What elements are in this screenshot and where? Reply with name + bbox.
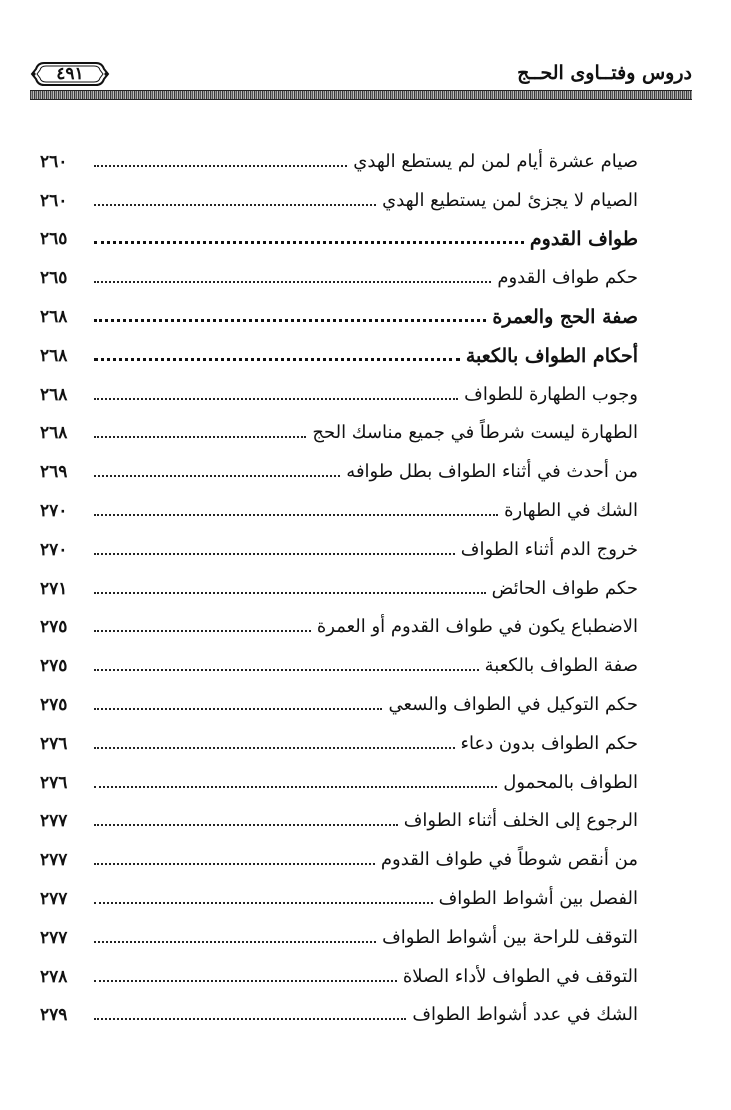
entry-title: صيام عشرة أيام لمن لم يستطع الهدي	[353, 150, 638, 172]
entry-title: الطواف بالمحمول	[503, 771, 638, 793]
entry-title: التوقف للراحة بين أشواط الطواف	[382, 926, 638, 948]
entry-page-number: ٢٧٦	[40, 733, 68, 754]
toc-entry[interactable]	[40, 639, 638, 678]
entry-title: صفة الطواف بالكعبة	[484, 655, 638, 677]
entry-page-number: ٢٦٨	[40, 306, 68, 327]
entry-title: حكم التوكيل في الطواف والسعي	[388, 693, 638, 715]
dot-leader	[94, 165, 347, 167]
entry-title: خروج الدم أثناء الطواف	[460, 538, 638, 560]
entry-page-number: ٢٧١	[40, 578, 68, 599]
dot-leader	[94, 592, 486, 594]
entry-page-number: ٢٧٧	[40, 888, 68, 909]
toc-entry[interactable]	[40, 484, 638, 523]
entry-title: حكم الطواف بدون دعاء	[460, 732, 638, 754]
entry-page-number: ٢٦٨	[40, 345, 68, 366]
entry-title: الطهارة ليست شرطاً في جميع مناسك الحج	[312, 422, 638, 444]
toc-entry[interactable]	[40, 368, 638, 407]
toc-section-heading[interactable]	[40, 329, 638, 368]
entry-page-number: ٢٧٦	[40, 772, 68, 793]
dot-leader	[94, 824, 398, 826]
page-header	[30, 58, 692, 88]
toc-entry[interactable]	[40, 251, 638, 290]
dot-leader	[94, 204, 376, 206]
entry-page-number: ٢٧٨	[40, 966, 68, 987]
entry-page-number: ٢٧٩	[40, 1005, 68, 1026]
entry-page-number: ٢٧٥	[40, 617, 68, 638]
running-title: دروس وفتــاوى الحــج	[517, 62, 692, 84]
toc-entry[interactable]	[40, 445, 638, 484]
entry-title: الشك في عدد أشواط الطواف	[412, 1004, 638, 1026]
toc-entry[interactable]	[40, 872, 638, 911]
dot-leader	[94, 902, 433, 904]
toc-entry[interactable]	[40, 833, 638, 872]
dot-leader	[94, 669, 479, 671]
entry-title: الاضطباع يكون في طواف القدوم أو العمرة	[316, 616, 638, 638]
dot-leader	[94, 630, 311, 632]
dot-leader	[94, 319, 486, 322]
dot-leader	[94, 281, 491, 283]
entry-title: أحكام الطواف بالكعبة	[465, 344, 638, 367]
dot-leader	[94, 436, 306, 438]
toc-entry[interactable]	[40, 989, 638, 1028]
header-rule	[30, 90, 692, 100]
toc-entry[interactable]	[40, 601, 638, 640]
entry-page-number: ٢٧٥	[40, 656, 68, 677]
toc-entry[interactable]	[40, 795, 638, 834]
entry-page-number: ٢٦٥	[40, 268, 68, 289]
dot-leader	[94, 941, 376, 943]
entry-title: الشك في الطهارة	[504, 499, 638, 521]
dot-leader	[94, 475, 340, 477]
toc-entry[interactable]	[40, 174, 638, 213]
entry-page-number: ٢٧٠	[40, 539, 68, 560]
entry-title: صفة الحج والعمرة	[492, 305, 638, 328]
entry-title: حكم طواف الحائض	[491, 577, 638, 599]
entry-title: الفصل بين أشواط الطواف	[438, 887, 638, 909]
entry-page-number: ٢٧٧	[40, 811, 68, 832]
toc-section-heading[interactable]	[40, 213, 638, 252]
dot-leader	[94, 1018, 406, 1020]
dot-leader	[94, 241, 524, 244]
dot-leader	[94, 863, 375, 865]
toc-entry[interactable]	[40, 950, 638, 989]
entry-title: من أحدث في أثناء الطواف بطل طوافه	[346, 461, 638, 483]
toc-entry[interactable]	[40, 407, 638, 446]
dot-leader	[94, 514, 498, 516]
dot-leader	[94, 553, 455, 555]
entry-page-number: ٢٦٥	[40, 229, 68, 250]
toc-entry[interactable]	[40, 562, 638, 601]
entry-page-number: ٢٦٩	[40, 462, 68, 483]
toc-entry[interactable]	[40, 717, 638, 756]
entry-page-number: ٢٦٠	[40, 151, 68, 172]
page-number-ornament	[30, 60, 110, 88]
entry-page-number: ٢٦٠	[40, 190, 68, 211]
entry-title: الرجوع إلى الخلف أثناء الطواف	[403, 810, 638, 832]
entry-title: التوقف في الطواف لأداء الصلاة	[402, 965, 638, 987]
table-of-contents	[40, 135, 638, 1027]
dot-leader	[94, 398, 458, 400]
dot-leader	[94, 980, 397, 982]
toc-entry[interactable]	[40, 135, 638, 174]
dot-leader	[94, 358, 460, 361]
entry-title: الصيام لا يجزئ لمن يستطيع الهدي	[382, 189, 638, 211]
toc-entry[interactable]	[40, 911, 638, 950]
toc-entry[interactable]	[40, 756, 638, 795]
entry-page-number: ٢٧٧	[40, 927, 68, 948]
dot-leader	[94, 747, 455, 749]
entry-page-number: ٢٦٨	[40, 423, 68, 444]
entry-title: طواف القدوم	[529, 228, 638, 251]
dot-leader	[94, 708, 382, 710]
entry-page-number: ٢٧٧	[40, 850, 68, 871]
toc-entry[interactable]	[40, 523, 638, 562]
toc-section-heading[interactable]	[40, 290, 638, 329]
entry-page-number: ٢٦٨	[40, 384, 68, 405]
entry-page-number: ٢٧٠	[40, 500, 68, 521]
toc-entry[interactable]	[40, 678, 638, 717]
entry-title: حكم طواف القدوم	[497, 267, 638, 289]
page-number: ٤٩١	[56, 64, 84, 84]
entry-title: وجوب الطهارة للطواف	[464, 383, 638, 405]
dot-leader	[94, 786, 497, 788]
entry-title: من أنقص شوطاً في طواف القدوم	[380, 849, 638, 871]
entry-page-number: ٢٧٥	[40, 694, 68, 715]
